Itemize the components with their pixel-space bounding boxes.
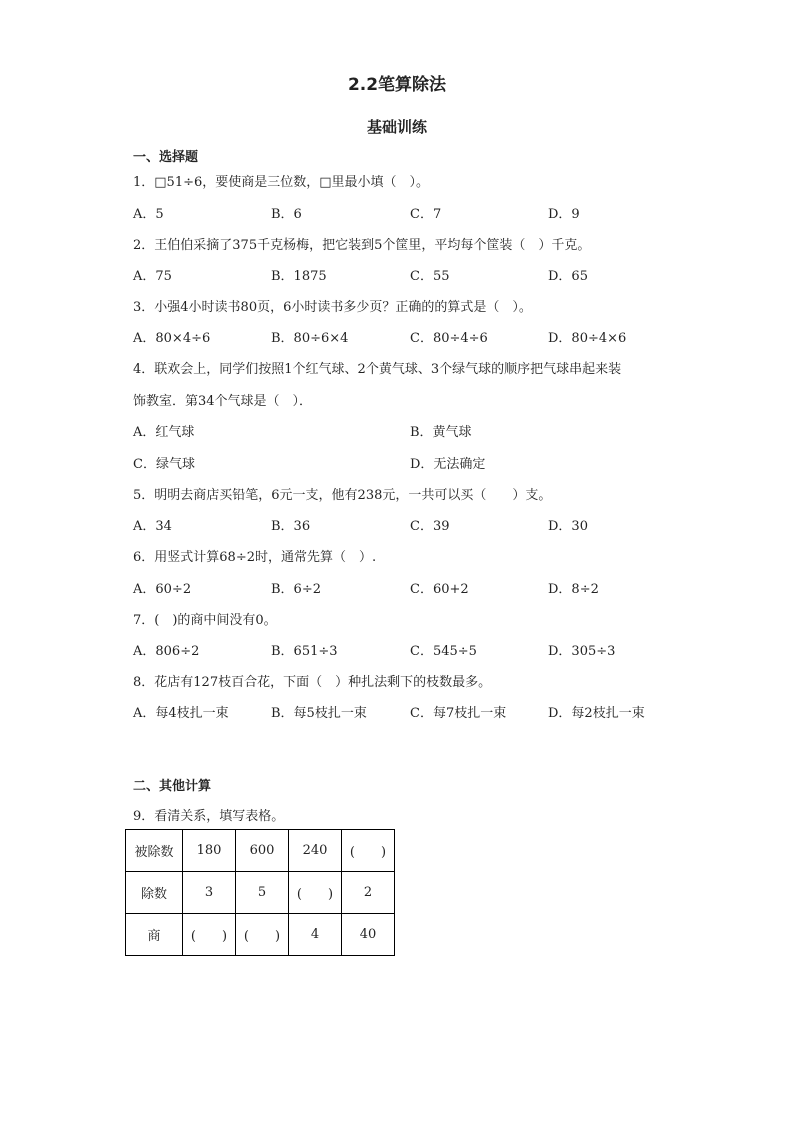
table-cell: 3 xyxy=(183,872,236,914)
option-c[interactable]: C．55 xyxy=(410,269,450,284)
option-a[interactable]: A．806÷2 xyxy=(133,644,200,659)
option-d[interactable]: D．65 xyxy=(548,269,588,284)
option-b[interactable]: B．黄气球 xyxy=(410,425,472,440)
table-cell: 2 xyxy=(342,872,395,914)
table-cell: 600 xyxy=(236,830,289,872)
question-7: 7．( )的商中间没有0。 xyxy=(133,613,277,628)
option-a[interactable]: A．75 xyxy=(133,269,172,284)
option-d[interactable]: D．30 xyxy=(548,519,588,534)
question-8: 8．花店有127枝百合花，下面（ ）种扎法剩下的枝数最多。 xyxy=(133,675,492,690)
table-row xyxy=(126,830,395,872)
option-a[interactable]: A．80×4÷6 xyxy=(133,331,211,346)
option-b[interactable]: B．6 xyxy=(271,207,302,222)
option-a[interactable]: A．红气球 xyxy=(133,425,195,440)
option-d[interactable]: D．每2枝扎一束 xyxy=(548,706,645,721)
table-row xyxy=(126,872,395,914)
option-b[interactable]: B．36 xyxy=(271,519,311,534)
option-b[interactable]: B．每5枝扎一束 xyxy=(271,706,367,721)
option-a[interactable]: A．每4枝扎一束 xyxy=(133,706,229,721)
table-cell: 180 xyxy=(183,830,236,872)
option-d[interactable]: D．80÷4×6 xyxy=(548,331,627,346)
question-5: 5．明明去商店买铅笔，6元一支，他有238元，一共可以买（ ）支。 xyxy=(133,488,552,503)
option-c[interactable]: C．545÷5 xyxy=(410,644,477,659)
question-4: 4．联欢会上，同学们按照1个红气球、2个黄气球、3个绿气球的顺序把气球串起来装 xyxy=(133,362,622,377)
option-c[interactable]: C．80÷4÷6 xyxy=(410,331,488,346)
option-b[interactable]: B．80÷6×4 xyxy=(271,331,349,346)
option-b[interactable]: B．651÷3 xyxy=(271,644,338,659)
question-6: 6．用竖式计算68÷2时，通常先算（ ）. xyxy=(133,550,377,565)
table-blank-cell[interactable]: ( ) xyxy=(289,872,342,914)
question-3: 3．小强4小时读书80页，6小时读书多少页？正确的的算式是（ ）。 xyxy=(133,300,532,315)
question-4-continued: 饰教室．第34个气球是（ ）． xyxy=(133,394,313,409)
option-b[interactable]: B．6÷2 xyxy=(271,582,321,597)
section-heading-choice: 一、选择题 xyxy=(133,150,199,165)
option-a[interactable]: A．5 xyxy=(133,207,164,222)
option-a[interactable]: A．34 xyxy=(133,519,172,534)
table-blank-cell[interactable]: ( ) xyxy=(183,914,236,956)
option-c[interactable]: C．39 xyxy=(410,519,450,534)
option-d[interactable]: D．8÷2 xyxy=(548,582,599,597)
row-label-quotient: 商 xyxy=(126,914,183,956)
option-b[interactable]: B．1875 xyxy=(271,269,327,284)
option-a[interactable]: A．60÷2 xyxy=(133,582,192,597)
section-heading-calc: 二、其他计算 xyxy=(133,779,212,794)
option-c[interactable]: C．绿气球 xyxy=(133,457,195,472)
table-row xyxy=(126,914,395,956)
page-subtitle: 基础训练 xyxy=(366,118,427,136)
question-1: 1．□51÷6，要使商是三位数，□里最小填（ ）。 xyxy=(133,175,430,190)
table-blank-cell[interactable]: ( ) xyxy=(236,914,289,956)
division-table xyxy=(125,829,395,956)
option-d[interactable]: D．无法确定 xyxy=(410,457,486,472)
table-cell: 240 xyxy=(289,830,342,872)
question-2: 2．王伯伯采摘了375千克杨梅，把它装到5个筐里，平均每个筐装（ ）千克。 xyxy=(133,238,591,253)
option-d[interactable]: D．9 xyxy=(548,207,580,222)
table-cell: 5 xyxy=(236,872,289,914)
question-9: 9．看清关系，填写表格。 xyxy=(133,809,285,824)
table-cell: 4 xyxy=(289,914,342,956)
option-c[interactable]: C．每7枝扎一束 xyxy=(410,706,507,721)
row-label-dividend: 被除数 xyxy=(126,830,183,872)
option-d[interactable]: D．305÷3 xyxy=(548,644,616,659)
option-c[interactable]: C．7 xyxy=(410,207,442,222)
table-cell: 40 xyxy=(342,914,395,956)
option-c[interactable]: C．60+2 xyxy=(410,582,469,597)
row-label-divisor: 除数 xyxy=(126,872,183,914)
table-blank-cell[interactable]: ( ) xyxy=(342,830,395,872)
page-title: 2.2笔算除法 xyxy=(347,75,447,95)
